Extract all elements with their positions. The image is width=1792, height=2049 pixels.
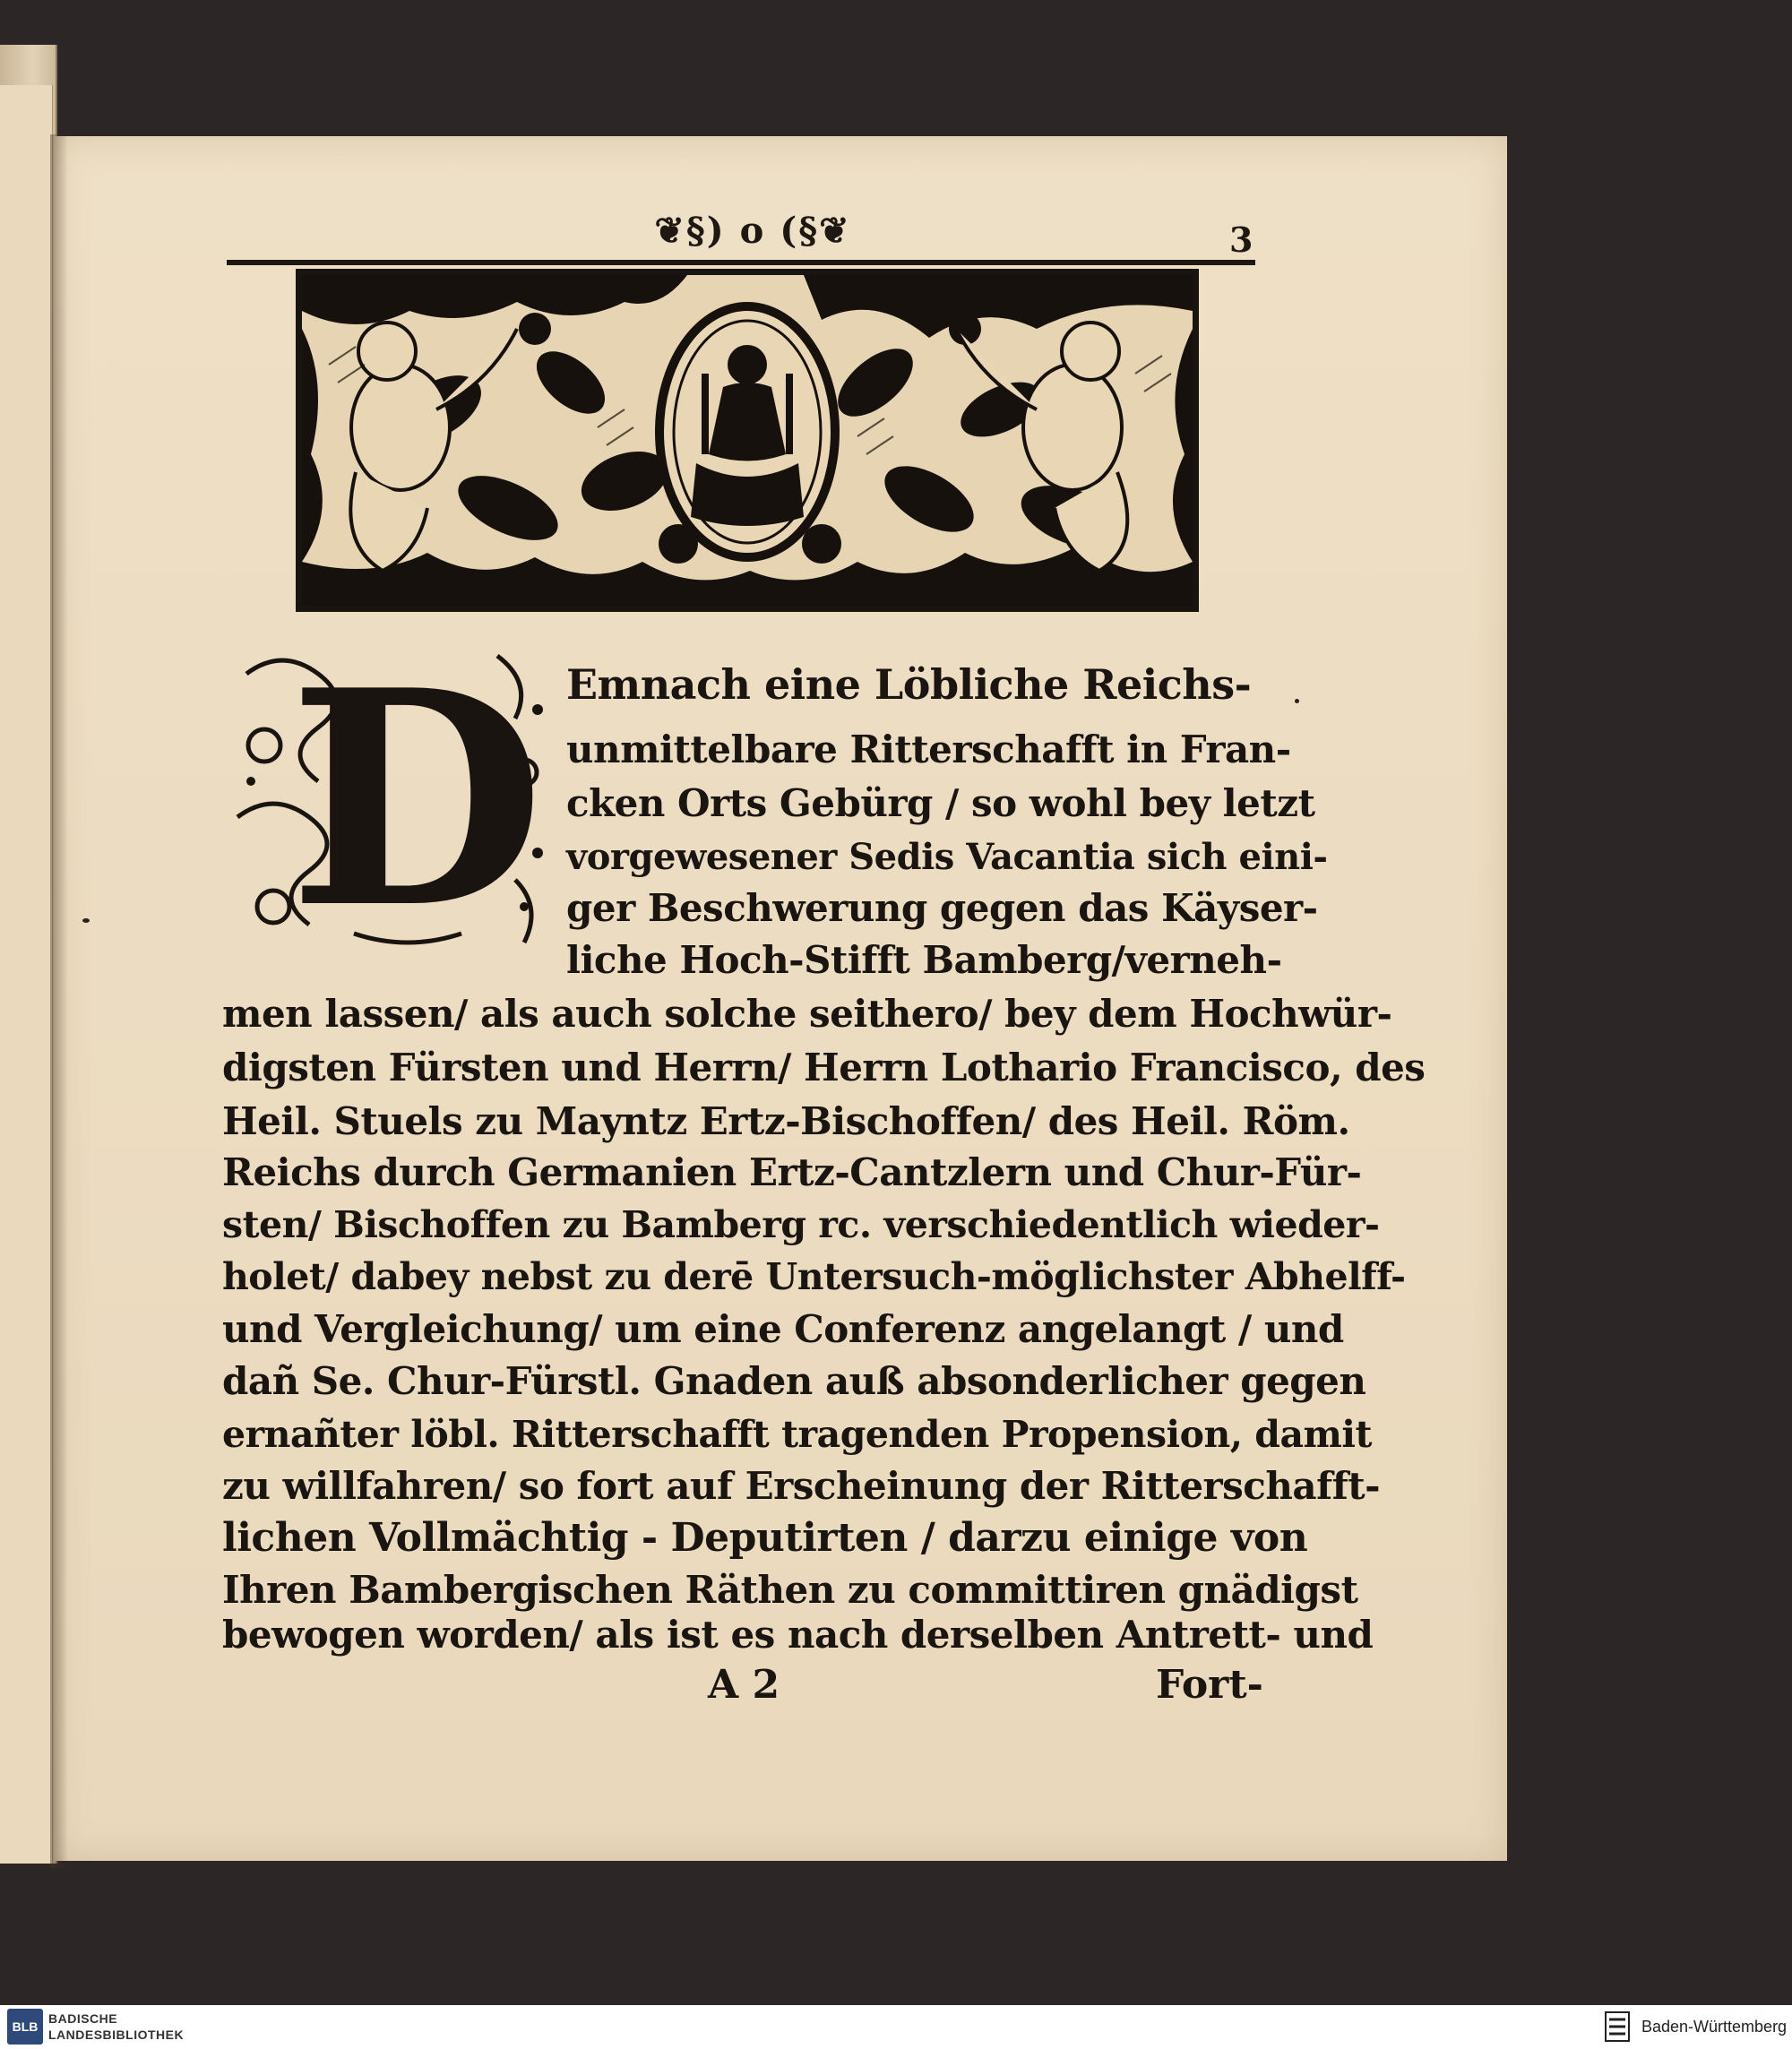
text-line-3: cken Orts Gebürg / so wohl bey letzt <box>566 781 1315 825</box>
text-line-1: Emnach eine Löbliche Reichs- <box>566 660 1252 709</box>
paper-speck <box>82 918 90 923</box>
text-line-17: lichen Vollmächtig - Deputirten / darzu einige von <box>222 1515 1308 1561</box>
blb-line-2: LANDESBIBLIOTHEK <box>48 2027 185 2042</box>
decorated-initial <box>228 625 564 973</box>
text-line-2: unmittelbare Ritterschafft in Fran- <box>566 727 1291 771</box>
catchword: Fort- <box>1156 1662 1263 1708</box>
text-line-14: dañ Se. Chur-Fürstl. Gnaden auß absonderlicher gegen <box>222 1359 1366 1403</box>
text-line-18: Ihren Bambergischen Räthen zu committiren gnädigst <box>222 1568 1358 1612</box>
text-line-11: sten/ Bischoffen zu Bamberg rc. verschiedentlich wieder- <box>222 1203 1380 1246</box>
text-line-15: ernañter löbl. Ritterschafft tragenden Propension, damit <box>222 1413 1372 1456</box>
text-line-19-visible: bewogen worden/ als ist es nach derselben Antrett- und <box>222 1613 1374 1657</box>
text-line-8: digsten Fürsten und Herrn/ Herrn Lothario Francisco, des <box>222 1046 1426 1089</box>
bw-label: Baden-Württemberg <box>1641 2018 1788 2036</box>
woodcut-illustration <box>302 275 1193 606</box>
blb-logo: BLB <box>7 2009 43 2045</box>
blb-name <box>48 2010 184 2043</box>
blb-line-1: BADISCHE <box>48 2011 118 2026</box>
page-number: 3 <box>1229 220 1254 260</box>
signature-mark: A 2 <box>708 1662 780 1708</box>
header-rule <box>227 260 1255 265</box>
woodcut-headpiece <box>296 269 1199 612</box>
paper-speck <box>1295 699 1299 703</box>
text-line-10: Reichs durch Germanien Ertz-Cantzlern und Chur-Für- <box>222 1150 1362 1194</box>
text-line-4: vorgewesener Sedis Vacantia sich eini- <box>566 836 1328 878</box>
text-line-5: ger Beschwerung gegen das Käyser- <box>566 886 1318 930</box>
footer-bar <box>0 2005 1792 2049</box>
text-line-7: men lassen/ als auch solche seithero/ bey dem Hochwür- <box>222 992 1392 1036</box>
left-page-surface <box>0 85 53 1864</box>
text-line-13: und Vergleichung/ um eine Conferenz angelangt / und <box>222 1307 1344 1351</box>
text-line-9: Heil. Stuels zu Mayntz Ertz-Bischoffen/ des Heil. Röm. <box>222 1099 1350 1143</box>
text-line-12: holet/ dabey nebst zu derē Untersuch-möglichster Abhelff- <box>222 1255 1406 1298</box>
text-line-6: liche Hoch-Stifft Bamberg/verneh- <box>566 938 1282 982</box>
text-line-16: zu willfahren/ so fort auf Erscheinung der Ritterschafft- <box>222 1464 1381 1508</box>
bw-crest-icon <box>1604 2010 1631 2043</box>
header-ornament: ❦§) o (§❦ <box>654 210 851 252</box>
initial-letter: D <box>288 625 546 973</box>
gutter-shadow <box>50 134 68 1868</box>
